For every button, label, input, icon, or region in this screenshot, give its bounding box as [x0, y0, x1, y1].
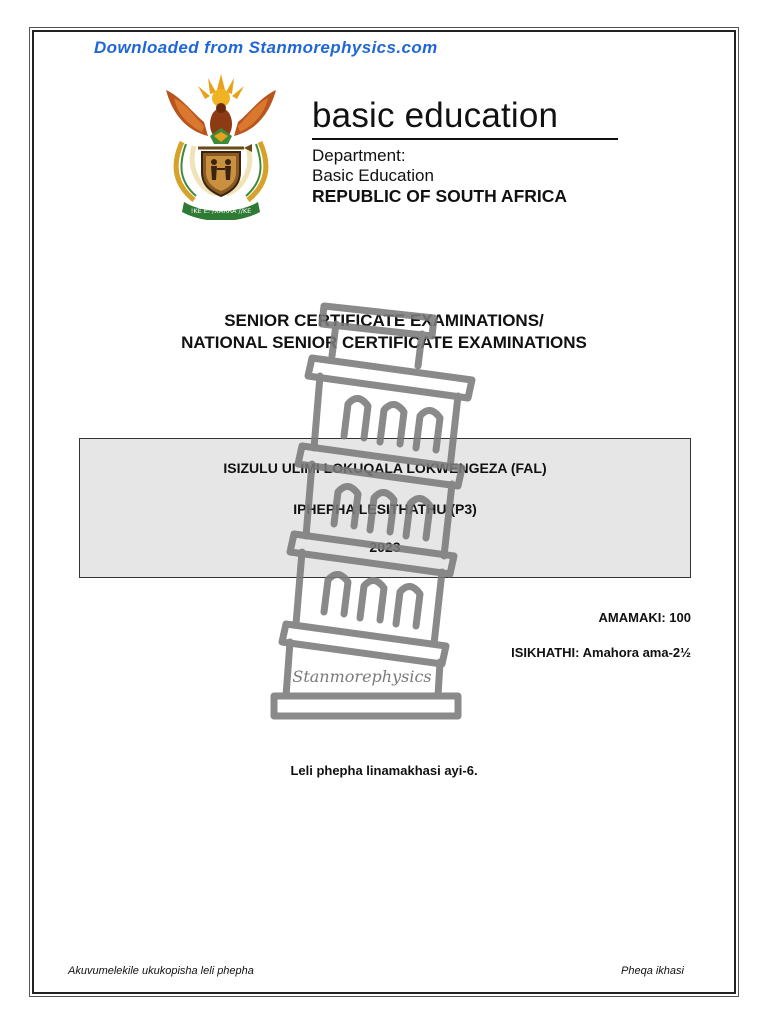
- time-allowed: ISIKHATHI: Amahora ama-2½: [511, 645, 691, 660]
- subject-name: ISIZULU ULIMI LOKUQALA LOKWENGEZA (FAL): [223, 460, 547, 476]
- copyright-notice: Akuvumelekile ukukopisha leli phepha: [68, 965, 254, 977]
- turn-page-note: Pheqa ikhasi: [621, 965, 684, 977]
- exam-title-line1: SENIOR CERTIFICATE EXAMINATIONS/: [224, 311, 544, 330]
- brand-title: basic education: [312, 96, 559, 135]
- tower-watermark-icon: [262, 296, 502, 726]
- page-count-note: Leli phepha linamakhasi ayi-6.: [290, 763, 478, 778]
- department-block: [312, 96, 632, 206]
- download-banner[interactable]: Downloaded from Stanmorephysics.com: [94, 38, 438, 57]
- dept-name: Basic Education: [312, 166, 434, 185]
- crest-motto: !KE E: /XARRA //KE: [190, 207, 252, 215]
- watermark-text: Stanmorephysics: [292, 667, 432, 686]
- country-name: REPUBLIC OF SOUTH AFRICA: [312, 186, 568, 206]
- marks-total: AMAMAKI: 100: [598, 610, 691, 625]
- brand-underline: [312, 138, 618, 140]
- dept-label: Department:: [312, 146, 406, 165]
- exam-title-line2: NATIONAL SENIOR CERTIFICATE EXAMINATIONS: [181, 333, 587, 352]
- paper-number: IPHEPHA LESITHATHU (P3): [293, 501, 477, 517]
- exam-year: 2023: [369, 539, 401, 555]
- coat-of-arms-logo: [158, 72, 284, 220]
